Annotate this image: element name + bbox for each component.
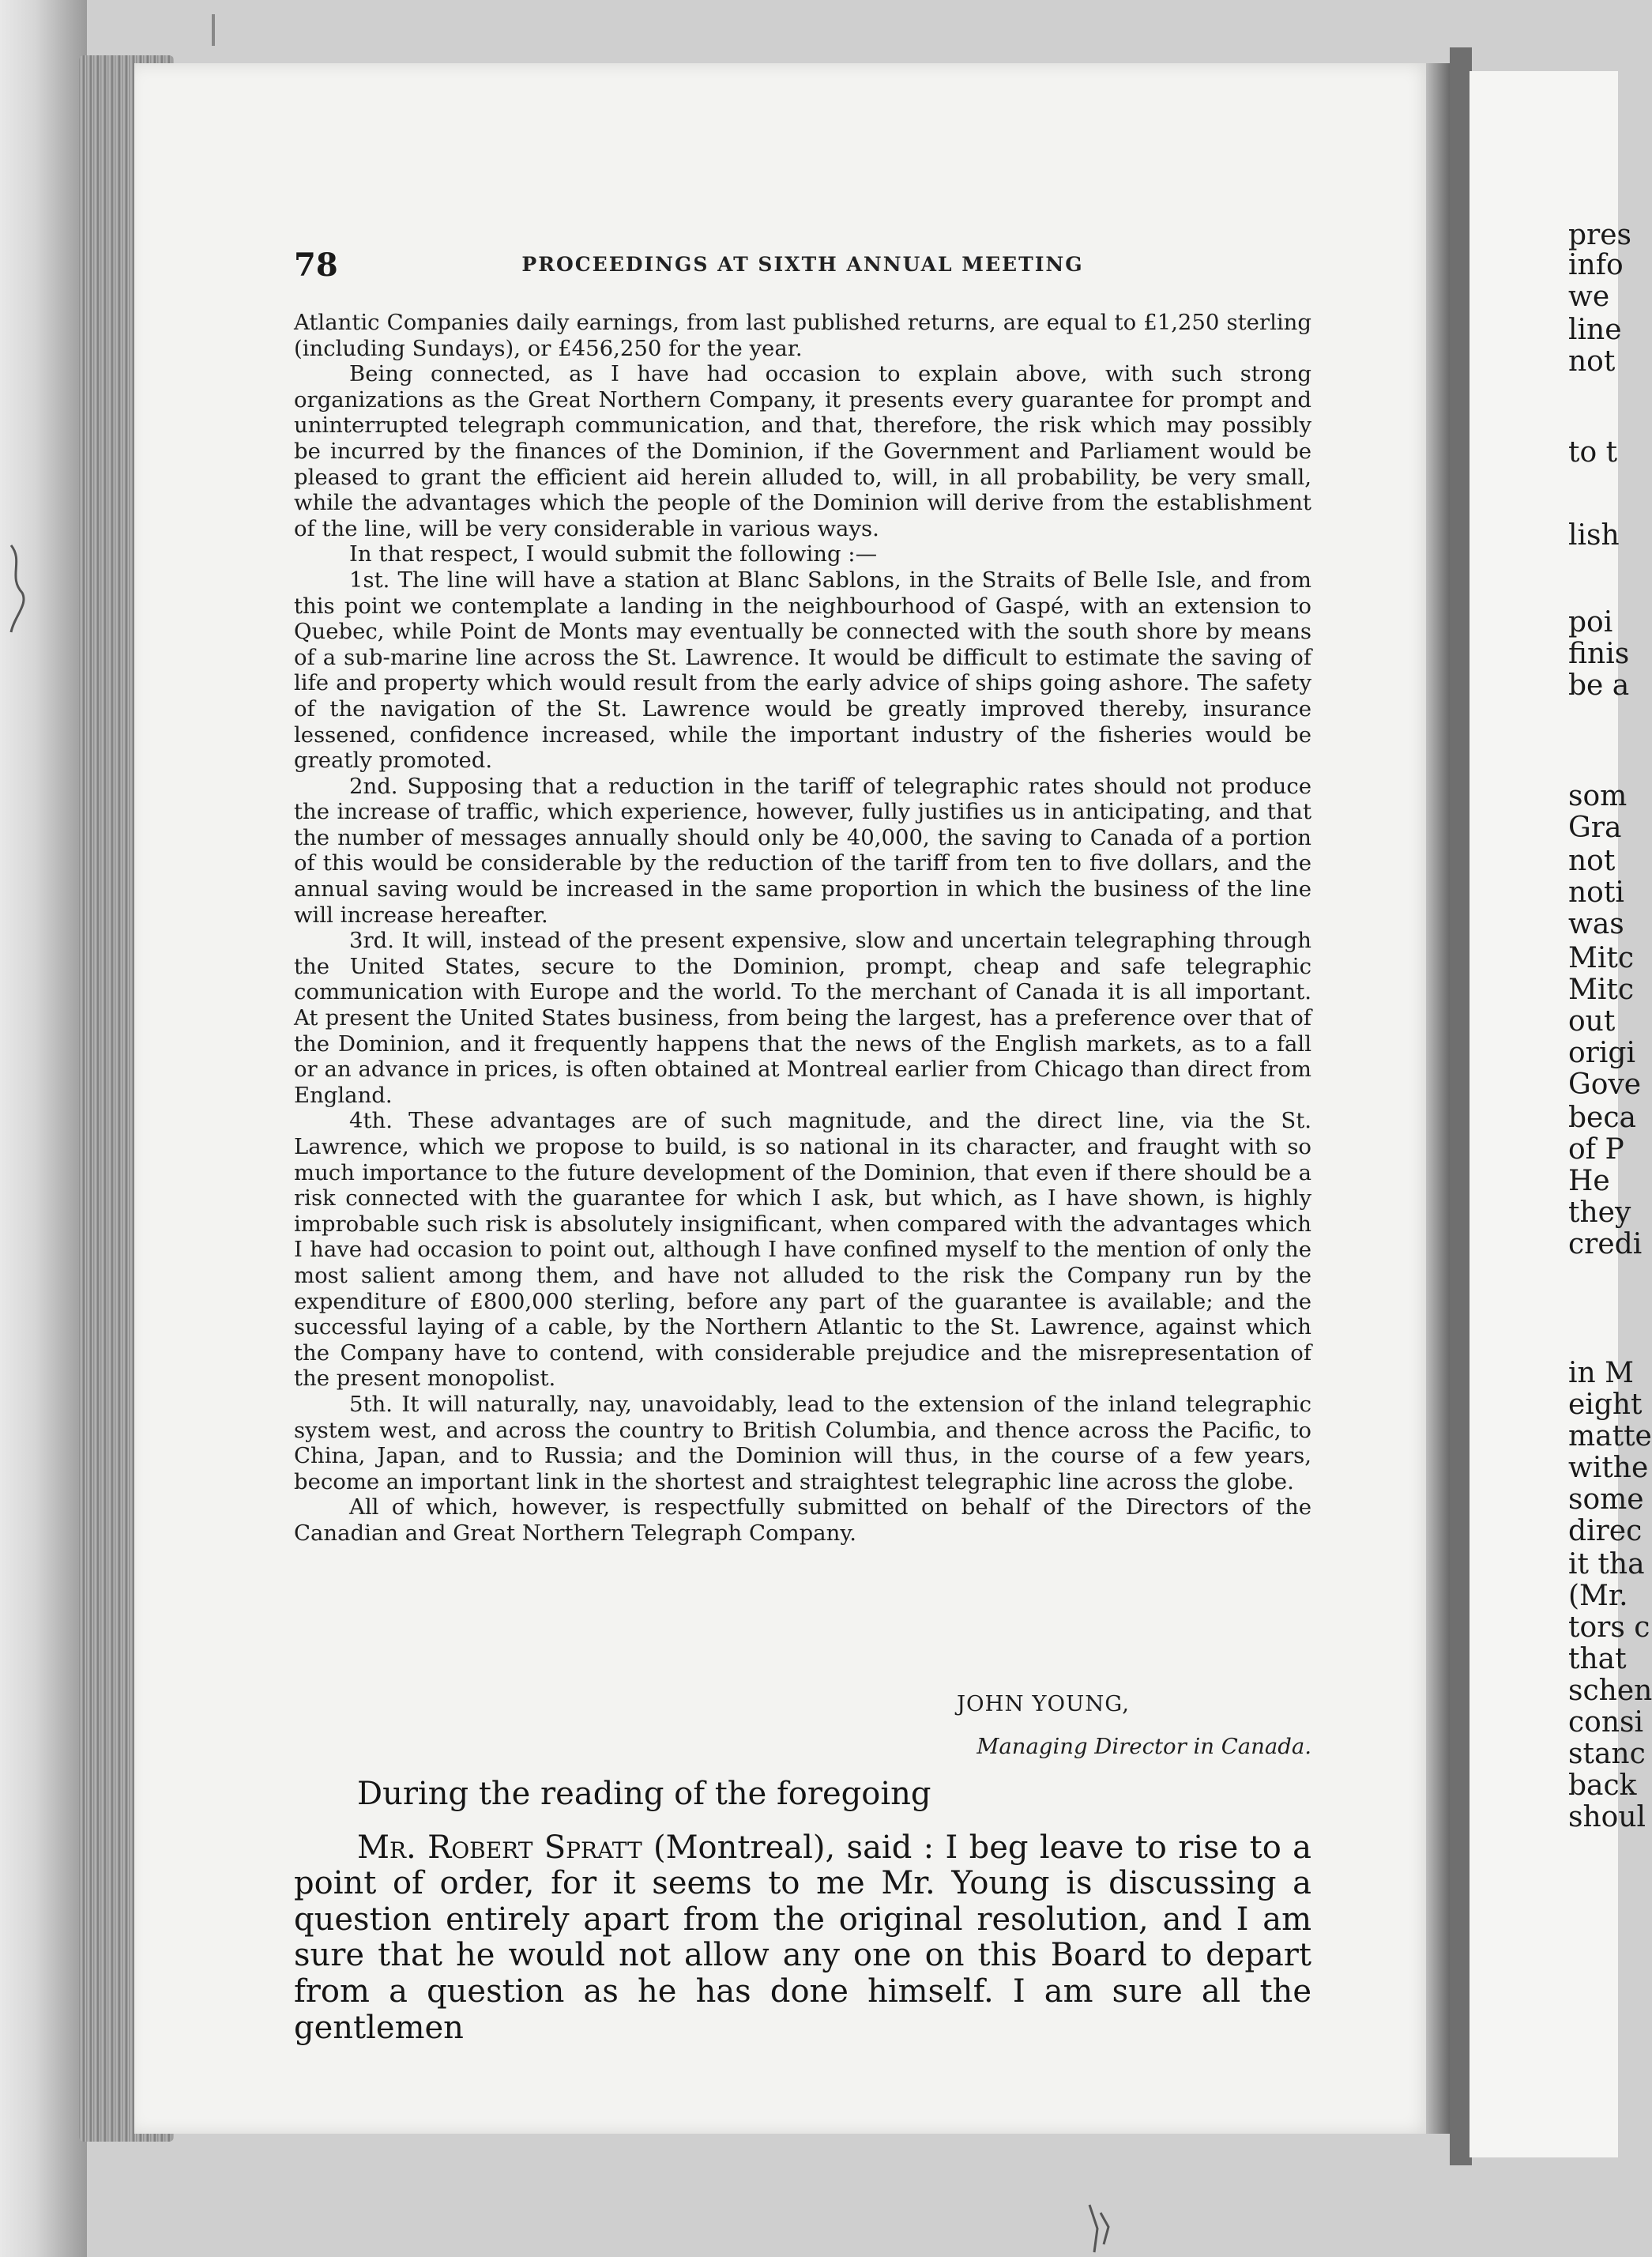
intro-line: During the reading of the foregoing [357, 1776, 931, 1812]
letter-paragraph: Atlantic Companies daily earnings, from last published returns, are equal to £1,250 sterling (including Sundays), or £456,250 for the year. [294, 310, 1311, 361]
facing-page-line: they [1568, 1196, 1631, 1229]
facing-page-line: tors c [1568, 1611, 1650, 1644]
speaker-remarks: (Montreal), said : I beg leave to rise to a point of order, for it seems to me Mr. Young is discussing a question entirely apart from the original resolution, and I am sure that he would not allow any one on this Board to depart from a question as he has done himself. I am sure all the gentlemen [294, 1829, 1311, 2046]
facing-page-line: pres [1568, 219, 1632, 251]
facing-page-line: credi [1568, 1228, 1643, 1260]
letter-paragraph: In that respect, I would submit the following :— [349, 541, 878, 567]
facing-page-line: it tha [1568, 1548, 1645, 1581]
facing-page-line: som [1568, 780, 1628, 812]
letter-paragraph: 3rd. It will, instead of the present expensive, slow and uncertain telegraphing through the United States, secure to the Dominion, prompt, cheap and safe telegraphic communication with Europe and the world. To the merchant of Canada it is all important. At present the United States business, from being the largest, has a preference over that of the Dominion, and it frequently happens that the news of the English markets, as to a fall or an advance in prices, is often obtained at Montreal earlier from Chicago than direct from England. [294, 928, 1311, 1108]
scan-mark-bottom [1086, 2205, 1113, 2252]
letter-text [294, 310, 1311, 1547]
facing-page [1469, 71, 1652, 2157]
page-header [294, 247, 1311, 283]
facing-page-line: origi [1568, 1037, 1635, 1069]
facing-page-line: eight [1568, 1388, 1643, 1421]
facing-page-line: direc [1568, 1515, 1643, 1547]
facing-page-line: out [1568, 1005, 1616, 1038]
speaker-paragraph [294, 1830, 1311, 2047]
book-binding-gutter [0, 0, 87, 2257]
signature-title: Managing Director in Canada. [977, 1734, 1311, 1759]
facing-page-line: Mitc [1568, 974, 1635, 1006]
letter-paragraph: Being connected, as I have had occasion to explain above, with such strong organizations as the Great Northern Company, it presents every guarantee for prompt and uninterrupted telegraph communication, and that, therefore, the risk which may possibly be incurred by the finances of the Dominion, if the Government and Parliament would be pleased to grant the efficient aid herein alluded to, will, in all probability, be very small, while the advantages which the people of the Dominion will derive from the establishment of the line, will be very considerable in various ways. [294, 361, 1311, 541]
facing-page-line: finis [1568, 638, 1630, 670]
letter-paragraph: 1st. The line will have a station at Blanc Sablons, in the Straits of Belle Isle, and from this point we contemplate a landing in the neighbourhood of Gaspé, with an extension to Quebec, while Point de Monts may eventually be connected with the south shore by means of a sub-marine line across the St. Lawrence. It would be difficult to estimate the saving of life and property which would result from the early advice of ships going ashore. The safety of the navigation of the St. Lawrence would be greatly improved thereby, insurance lessened, confidence increased, while the important industry of the fisheries would be greatly promoted. [294, 567, 1311, 774]
scan-mark-top [212, 14, 215, 46]
spine-gap [1450, 47, 1472, 2165]
facing-page-line: consi [1568, 1706, 1644, 1739]
letter-paragraph: All of which, however, is respectfully submitted on behalf of the Directors of the Canadian and Great Northern Telegraph Company. [294, 1494, 1311, 1546]
facing-page-line: Gove [1568, 1068, 1642, 1101]
facing-page-line: lish [1568, 519, 1620, 552]
scan-mark-left [8, 545, 28, 632]
facing-page-line: Mitc [1568, 942, 1635, 974]
speaker-name: Mr. Robert Spratt [357, 1829, 642, 1866]
facing-page-line: Gra [1568, 812, 1622, 844]
page-number: 78 [294, 247, 338, 284]
facing-page-line: in M [1568, 1357, 1635, 1389]
facing-page-line: poi [1568, 606, 1613, 639]
facing-page-line: He [1568, 1165, 1610, 1197]
facing-page-line: some [1568, 1483, 1644, 1516]
facing-page-line: noti [1568, 876, 1624, 909]
facing-page-line: beca [1568, 1102, 1636, 1134]
facing-page-line: to t [1568, 436, 1618, 469]
facing-page-line: not [1568, 845, 1616, 877]
facing-page-line: info [1568, 249, 1624, 281]
signature-name: JOHN YOUNG, [956, 1691, 1130, 1716]
proceedings-text [294, 1777, 1311, 2046]
facing-page-line: that [1568, 1643, 1627, 1675]
letter-paragraph: 2nd. Supposing that a reduction in the tariff of telegraphic rates should not produce the increase of traffic, which experience, however, fully justifies us in anticipating, and that the number of messages annually should only be 40,000, the saving to Canada of a portion of this would be considerable by the reduction of the tariff from ten to five dollars, and the annual saving would be increased in the same proportion in which the business of the line will increase hereafter. [294, 773, 1311, 928]
facing-page-line: line [1568, 314, 1622, 346]
facing-page-line: schen [1568, 1675, 1652, 1707]
facing-page-line: matte [1568, 1420, 1652, 1453]
facing-page-line: we [1568, 281, 1610, 313]
facing-page-line: was [1568, 908, 1624, 940]
letter-paragraph: 4th. These advantages are of such magnitude, and the direct line, via the St. Lawrence, which we propose to build, is so national in its character, and fraught with so much importance to the future development of the Dominion, that even if there should be a risk connected with the guarantee for which I ask, but which, as I have shown, is highly improbable such risk is absolutely insignificant, when compared with the advantages which I have had occasion to point out, although I have confined myself to the mention of only the most salient among them, and have not alluded to the risk the Company run by the expenditure of £800,000 sterling, before any part of the guarantee is available; and the successful laying of a cable, by the Northern Atlantic to the St. Lawrence, against which the Company have to contend, with considerable prejudice and the misrepresentation of the present monopolist. [294, 1108, 1311, 1392]
facing-page-line: shoul [1568, 1801, 1646, 1833]
facing-page-line: back [1568, 1769, 1637, 1802]
signature-block [294, 1691, 1311, 1759]
page-fold-shadow [1426, 63, 1450, 2134]
facing-page-line: not [1568, 345, 1616, 378]
facing-page-line: of P [1568, 1133, 1624, 1166]
running-head: PROCEEDINGS AT SIXTH ANNUAL MEETING [521, 253, 1084, 276]
letter-paragraph: 5th. It will naturally, nay, unavoidably, lead to the extension of the inland telegraphic system west, and across the country to British Columbia, and thence across the Pacific, to China, Japan, and to Russia; and the Dominion will thus, in the course of a few years, become an important link in the shortest and straightest telegraphic line across the globe. [294, 1391, 1311, 1494]
facing-page-line: (Mr. [1568, 1580, 1628, 1612]
facing-page-line: be a [1568, 669, 1630, 702]
facing-page-line: withe [1568, 1452, 1649, 1484]
facing-page-line: stanc [1568, 1738, 1646, 1770]
